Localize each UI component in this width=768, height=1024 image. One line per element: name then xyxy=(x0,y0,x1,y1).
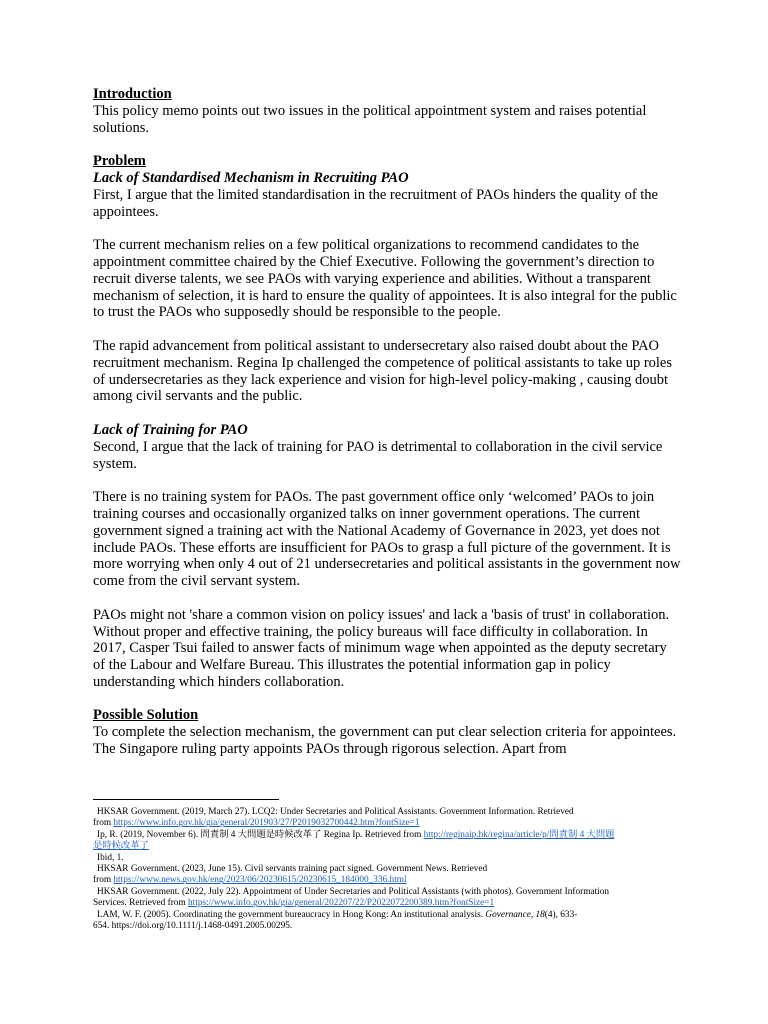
footnote-6: LAM, W. F. (2005). Coordinating the government bureaucracy in Hong Kong: An institutional analysis. Governance, 18(4), 633- xyxy=(97,909,578,920)
footnote-2-text: Ip, R. (2019, November 6). 問責制 4 大問題是時候改革了 Regina Ip. Retrieved from xyxy=(97,829,422,840)
footnotes xyxy=(93,807,693,932)
footnote-5 xyxy=(93,887,693,898)
footnote-5-cont: Services. Retrieved from https://www.info.gov.hk/gia/general/202207/22/P2022072200389.htm?fontSize=1 xyxy=(93,898,495,909)
footnote-5-text: HKSAR Government. (2022, July 22). Appointment of Under Secretaries and Political Assistants (with photos). Government Information xyxy=(97,886,610,897)
footnote-separator xyxy=(93,799,279,800)
recruitment-paragraph-3: The rapid advancement from political assistant to undersecretary also raised doubt about the PAO recruitment mechanism. Regina Ip challenged the competence of political assistants to take up roles of undersecretaries as they lack experience and vision for high-level policy-making , causing doubt among civil servants and the public. xyxy=(93,337,673,405)
footnote-6-journal: Governance, 18 xyxy=(485,909,545,920)
memo-body xyxy=(93,86,681,758)
footnote-2-link-cont[interactable]: 是時候改革了 xyxy=(93,841,149,852)
solution-paragraph: To complete the selection mechanism, the government can put clear selection criteria for appointees. The Singapore ruling party appoints PAOs through rigorous selection. Apart from xyxy=(93,724,677,758)
recruitment-paragraph-2: The current mechanism relies on a few political organizations to recommend candidates to the appointment committee chaired by the Chief Executive. Following the government’s direction to recruit diverse talents, we see PAOs with varying experience and abilities. Without a transparent mechanism of selection, it is hard to ensure the quality of appointees. It is also integral for the public to trust the PAOs who supposedly should be responsible to the people. xyxy=(93,237,677,321)
recruitment-paragraph-1: First, I argue that the limited standardisation in the recruitment of PAOs hinders the quality of the appointees. xyxy=(93,186,658,220)
footnote-4-link[interactable]: https://www.news.gov.hk/eng/2023/06/20230615/20230615_184000_336.html xyxy=(113,875,407,886)
footnote-2 xyxy=(93,830,693,841)
footnote-3: Ibid, 1. xyxy=(97,852,124,863)
footnote-1 xyxy=(93,807,693,818)
footnote-4-cont: from https://www.news.gov.hk/eng/2023/06/20230615/20230615_184000_336.html xyxy=(93,875,407,886)
training-paragraph-3: PAOs might not 'share a common vision on policy issues' and lack a 'basis of trust' in collaboration. Without proper and effective training, the policy bureaus will face difficulty in collaboration. In 2017, Casper Tsui failed to answer facts of minimum wage when appointed as the deputy secretary of the Labour and Welfare Bureau. This illustrates the potential information gap in policy understanding which hinders collaboration. xyxy=(93,606,670,690)
solution-heading: Possible Solution xyxy=(93,707,199,724)
training-subheading: Lack of Training for PAO xyxy=(93,421,248,438)
footnote-4 xyxy=(93,864,693,875)
introduction-paragraph: This policy memo points out two issues in the political appointment system and raises potential solutions. xyxy=(93,102,647,136)
footnote-1-cont: from https://www.info.gov.hk/gia/general/201903/27/P2019032700442.htm?fontSize=1 xyxy=(93,818,420,829)
training-paragraph-1: Second, I argue that the lack of training for PAO is detrimental to collaboration in the civil service system. xyxy=(93,438,663,472)
footnote-2-cont xyxy=(93,841,693,852)
footnote-1-text: HKSAR Government. (2019, March 27). LCQ2: Under Secretaries and Political Assistants. Government Information. Retrieved xyxy=(97,807,574,817)
training-paragraph-2: There is no training system for PAOs. The past government office only ‘welcomed’ PAOs to join training courses and occasionally organized talks on inner government operations. The current government signed a training act with the National Academy of Governance in 2023, yet does not include PAOs. These efforts are insufficient for PAOs to grasp a full picture of the government. It is more worrying when only 4 out of 21 undersecretaries and political assistants in the government now come from the civil servant system. xyxy=(93,489,681,590)
footnote-4-text: HKSAR Government. (2023, June 15). Civil servants training pact signed. Government News. Retrieved xyxy=(97,864,488,875)
footnote-6-cont: 654. https://doi.org/10.1111/j.1468-0491.2005.00295. xyxy=(93,921,293,932)
footnote-1-link[interactable]: https://www.info.gov.hk/gia/general/201903/27/P2019032700442.htm?fontSize=1 xyxy=(113,818,420,829)
problem-heading: Problem xyxy=(93,153,146,170)
footnote-2-link[interactable]: http://reginaip.hk/regina/article/p/問責制 4 大問題 xyxy=(423,829,615,840)
recruitment-subheading: Lack of Standardised Mechanism in Recruiting PAO xyxy=(93,169,409,186)
introduction-heading: Introduction xyxy=(93,86,172,102)
footnote-5-link[interactable]: https://www.info.gov.hk/gia/general/202207/22/P2022072200389.htm?fontSize=1 xyxy=(188,898,495,909)
